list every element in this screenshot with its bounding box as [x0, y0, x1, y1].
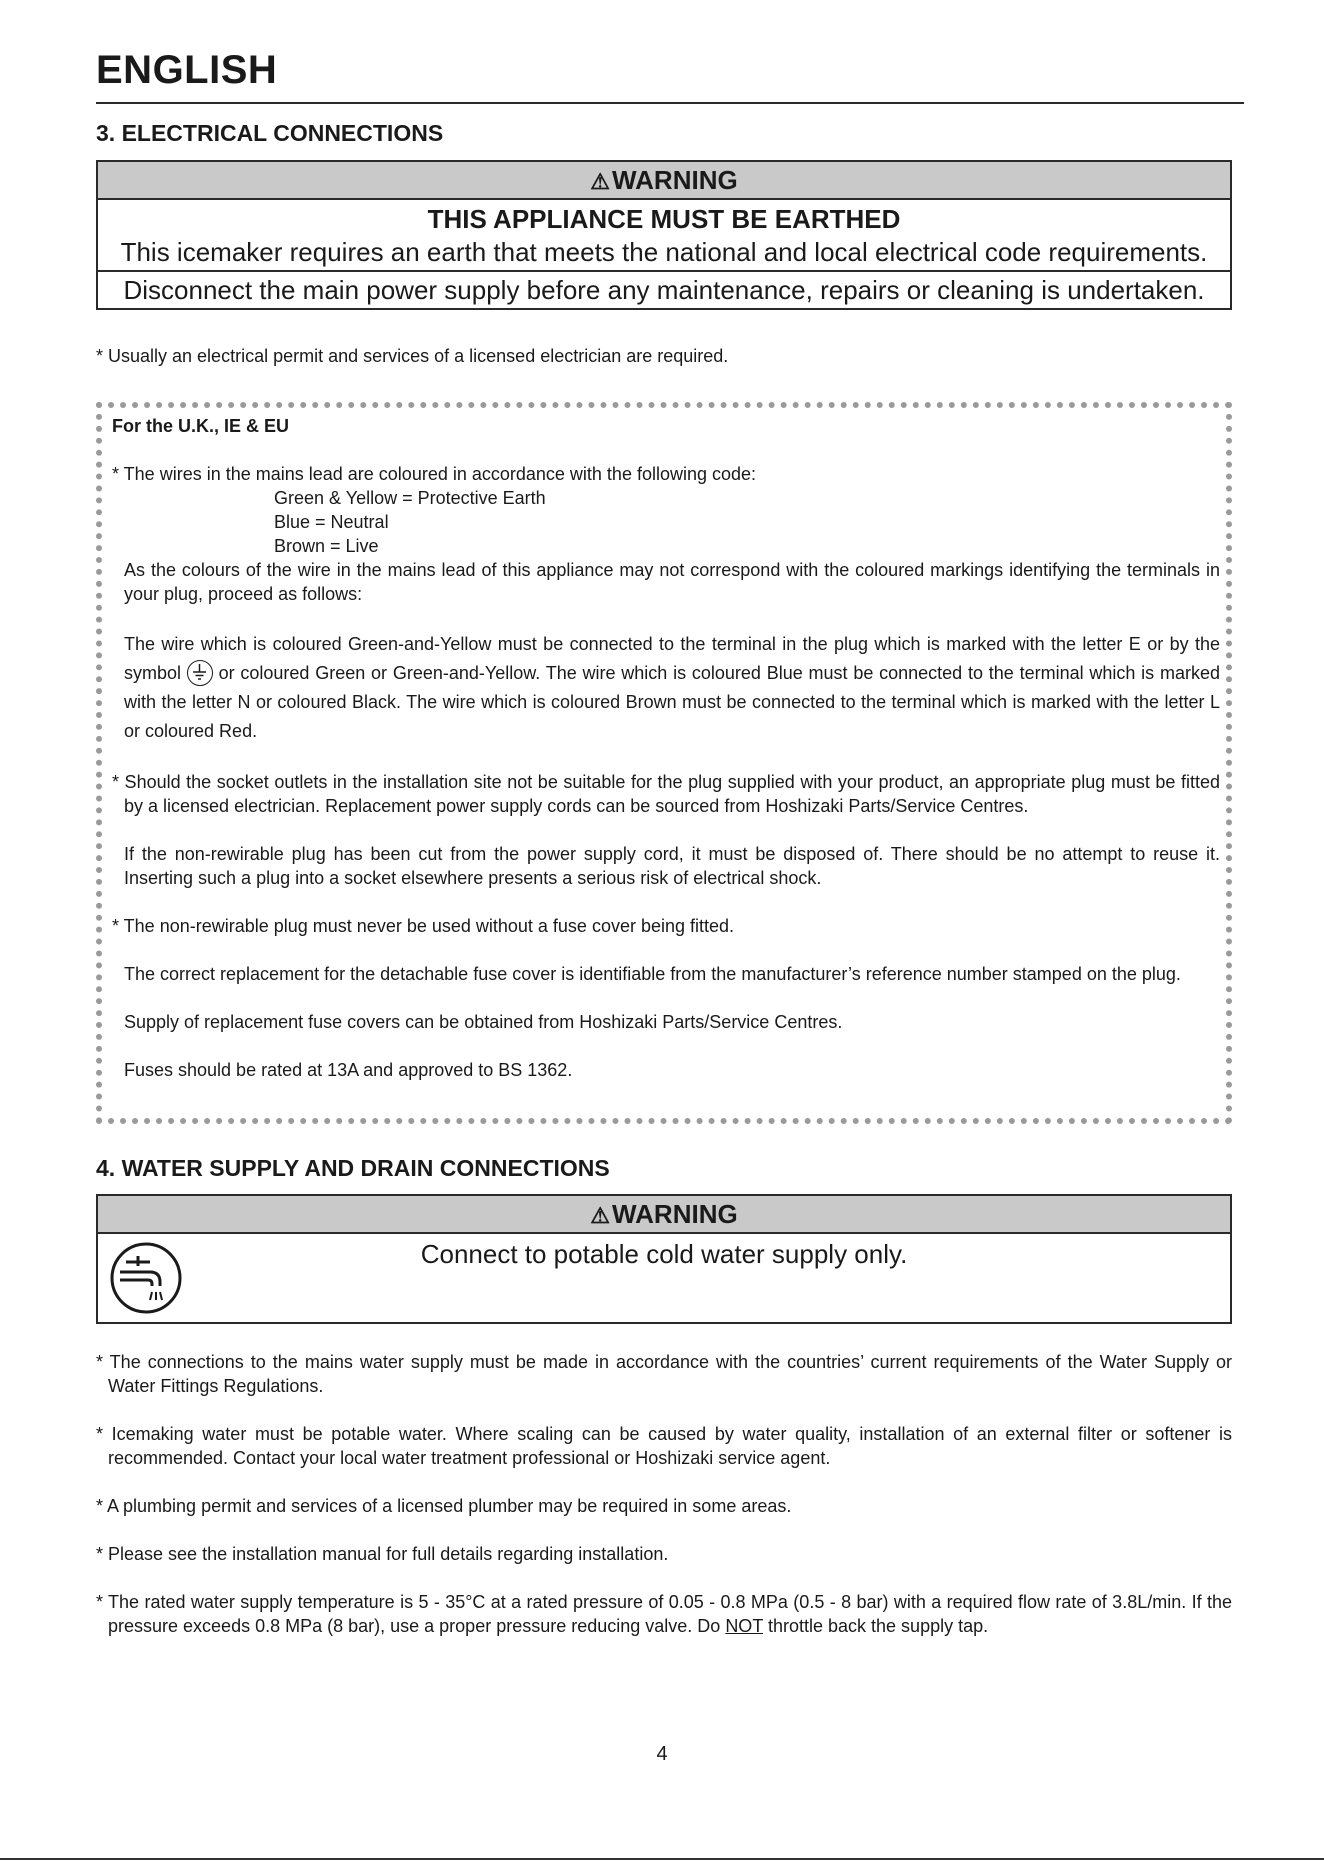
temperature-note-end: throttle back the supply tap.: [762, 1616, 989, 1636]
wires-intro: * The wires in the mains lead are coloured in accordance with the following code:: [112, 464, 757, 484]
title-divider: [96, 102, 1244, 104]
page-number: 4: [656, 1743, 668, 1765]
list-item: * Please see the installation manual for full details regarding installation.: [96, 1544, 669, 1564]
wire-code-live: Brown = Live: [274, 536, 379, 556]
socket-note: * Should the socket outlets in the installation site not be suitable for the plug supplied with your product, an appropriate plug must be fitted by a licensed electrician. Replacement power supply cords can be sourced from Hoshizaki Parts/Service Centres.: [112, 772, 1220, 816]
uk-ie-eu-notice-box: [96, 402, 1232, 1124]
electrical-warning-box: [96, 160, 1232, 310]
fuse-cover-note: * The non-rewirable plug must never be used without a fuse cover being fitted.: [112, 916, 735, 936]
earth-requirement: This icemaker requires an earth that meets the national and local electrical code requirements.: [120, 237, 1208, 267]
list-item: * A plumbing permit and services of a licensed plumber may be required in some areas.: [96, 1496, 792, 1516]
uk-notice-content: [112, 414, 1220, 1082]
water-warning-body: [98, 1234, 1230, 1322]
wiring-instructions: [112, 630, 1220, 746]
colours-note: As the colours of the wire in the mains lead of this appliance may not correspond with the coloured markings identifying the terminals in your plug, proceed as follows:: [124, 560, 1220, 604]
page-bottom-edge: [0, 1858, 1324, 1860]
list-item: [96, 1590, 1232, 1638]
earthed-statement: THIS APPLIANCE MUST BE EARTHED: [427, 204, 901, 234]
permit-note: * Usually an electrical permit and services of a licensed electrician are required.: [96, 346, 729, 366]
fuse-rating-note: Fuses should be rated at 13A and approved to BS 1362.: [124, 1060, 573, 1080]
list-item: * Icemaking water must be potable water. Where scaling can be caused by water quality, installation of an external filter or softener is recommended. Contact your local water treatment professional or Hoshizaki service agent.: [96, 1424, 1232, 1468]
potable-water-warning: Connect to potable cold water supply only.: [420, 1239, 908, 1269]
warning-label: WARNING: [612, 1199, 738, 1229]
section-4-heading: 4. WATER SUPPLY AND DRAIN CONNECTIONS: [96, 1155, 610, 1181]
wire-code-neutral: Blue = Neutral: [274, 512, 389, 532]
list-item: * The connections to the mains water supply must be made in accordance with the countries’ current requirements of the Water Supply or Water Fittings Regulations.: [96, 1352, 1232, 1396]
uk-box-title: For the U.K., IE & EU: [112, 416, 290, 436]
warning-triangle-icon: ⚠: [590, 1203, 611, 1228]
language-title: ENGLISH: [96, 48, 278, 92]
warning-header: [98, 162, 1230, 200]
earth-ground-icon: [187, 660, 213, 686]
water-supply-notes: [96, 1350, 1232, 1662]
section-3-heading: 3. ELECTRICAL CONNECTIONS: [96, 120, 444, 146]
wire-code-earth: Green & Yellow = Protective Earth: [274, 488, 546, 508]
warning-label: WARNING: [612, 165, 738, 195]
warning-header: [98, 1196, 1230, 1234]
water-warning-box: [96, 1194, 1232, 1324]
not-emphasis: NOT: [725, 1616, 763, 1636]
replacement-note: The correct replacement for the detachable fuse cover is identifiable from the manufacturer’s reference number stamped on the plug.: [124, 964, 1181, 984]
disconnect-warning: Disconnect the main power supply before any maintenance, repairs or cleaning is undertaken.: [123, 275, 1205, 305]
warning-triangle-icon: ⚠: [590, 169, 611, 194]
temperature-note: * The rated water supply temperature is 5 - 35°C at a rated pressure of 0.05 - 0.8 MPa (0.5 - 8 bar) with a required flow rate of 3.8L/min. If the pressure exceeds 0.8 MPa (8 bar), use a proper pressure reducing valve. Do: [96, 1592, 1232, 1636]
cut-plug-note: If the non-rewirable plug has been cut from the power supply cord, it must be disposed of. There should be no attempt to reuse it. Inserting such a plug into a socket elsewhere presents a serious risk of electrical shock.: [124, 844, 1220, 888]
wiring-instructions-part-2: or coloured Green or Green-and-Yellow. The wire which is coloured Blue must be connected to the terminal which is marked with the letter N or coloured Black. The wire which is coloured Brown must be connected to the terminal which is marked with the letter L or coloured Red.: [124, 663, 1220, 741]
wiring-instructions-part-1: The wire which is coloured Green-and-Yellow must be connected to the terminal in the plug which is marked with the letter E or by the symbol: [124, 634, 1220, 683]
supply-note: Supply of replacement fuse covers can be obtained from Hoshizaki Parts/Service Centres.: [124, 1012, 843, 1032]
